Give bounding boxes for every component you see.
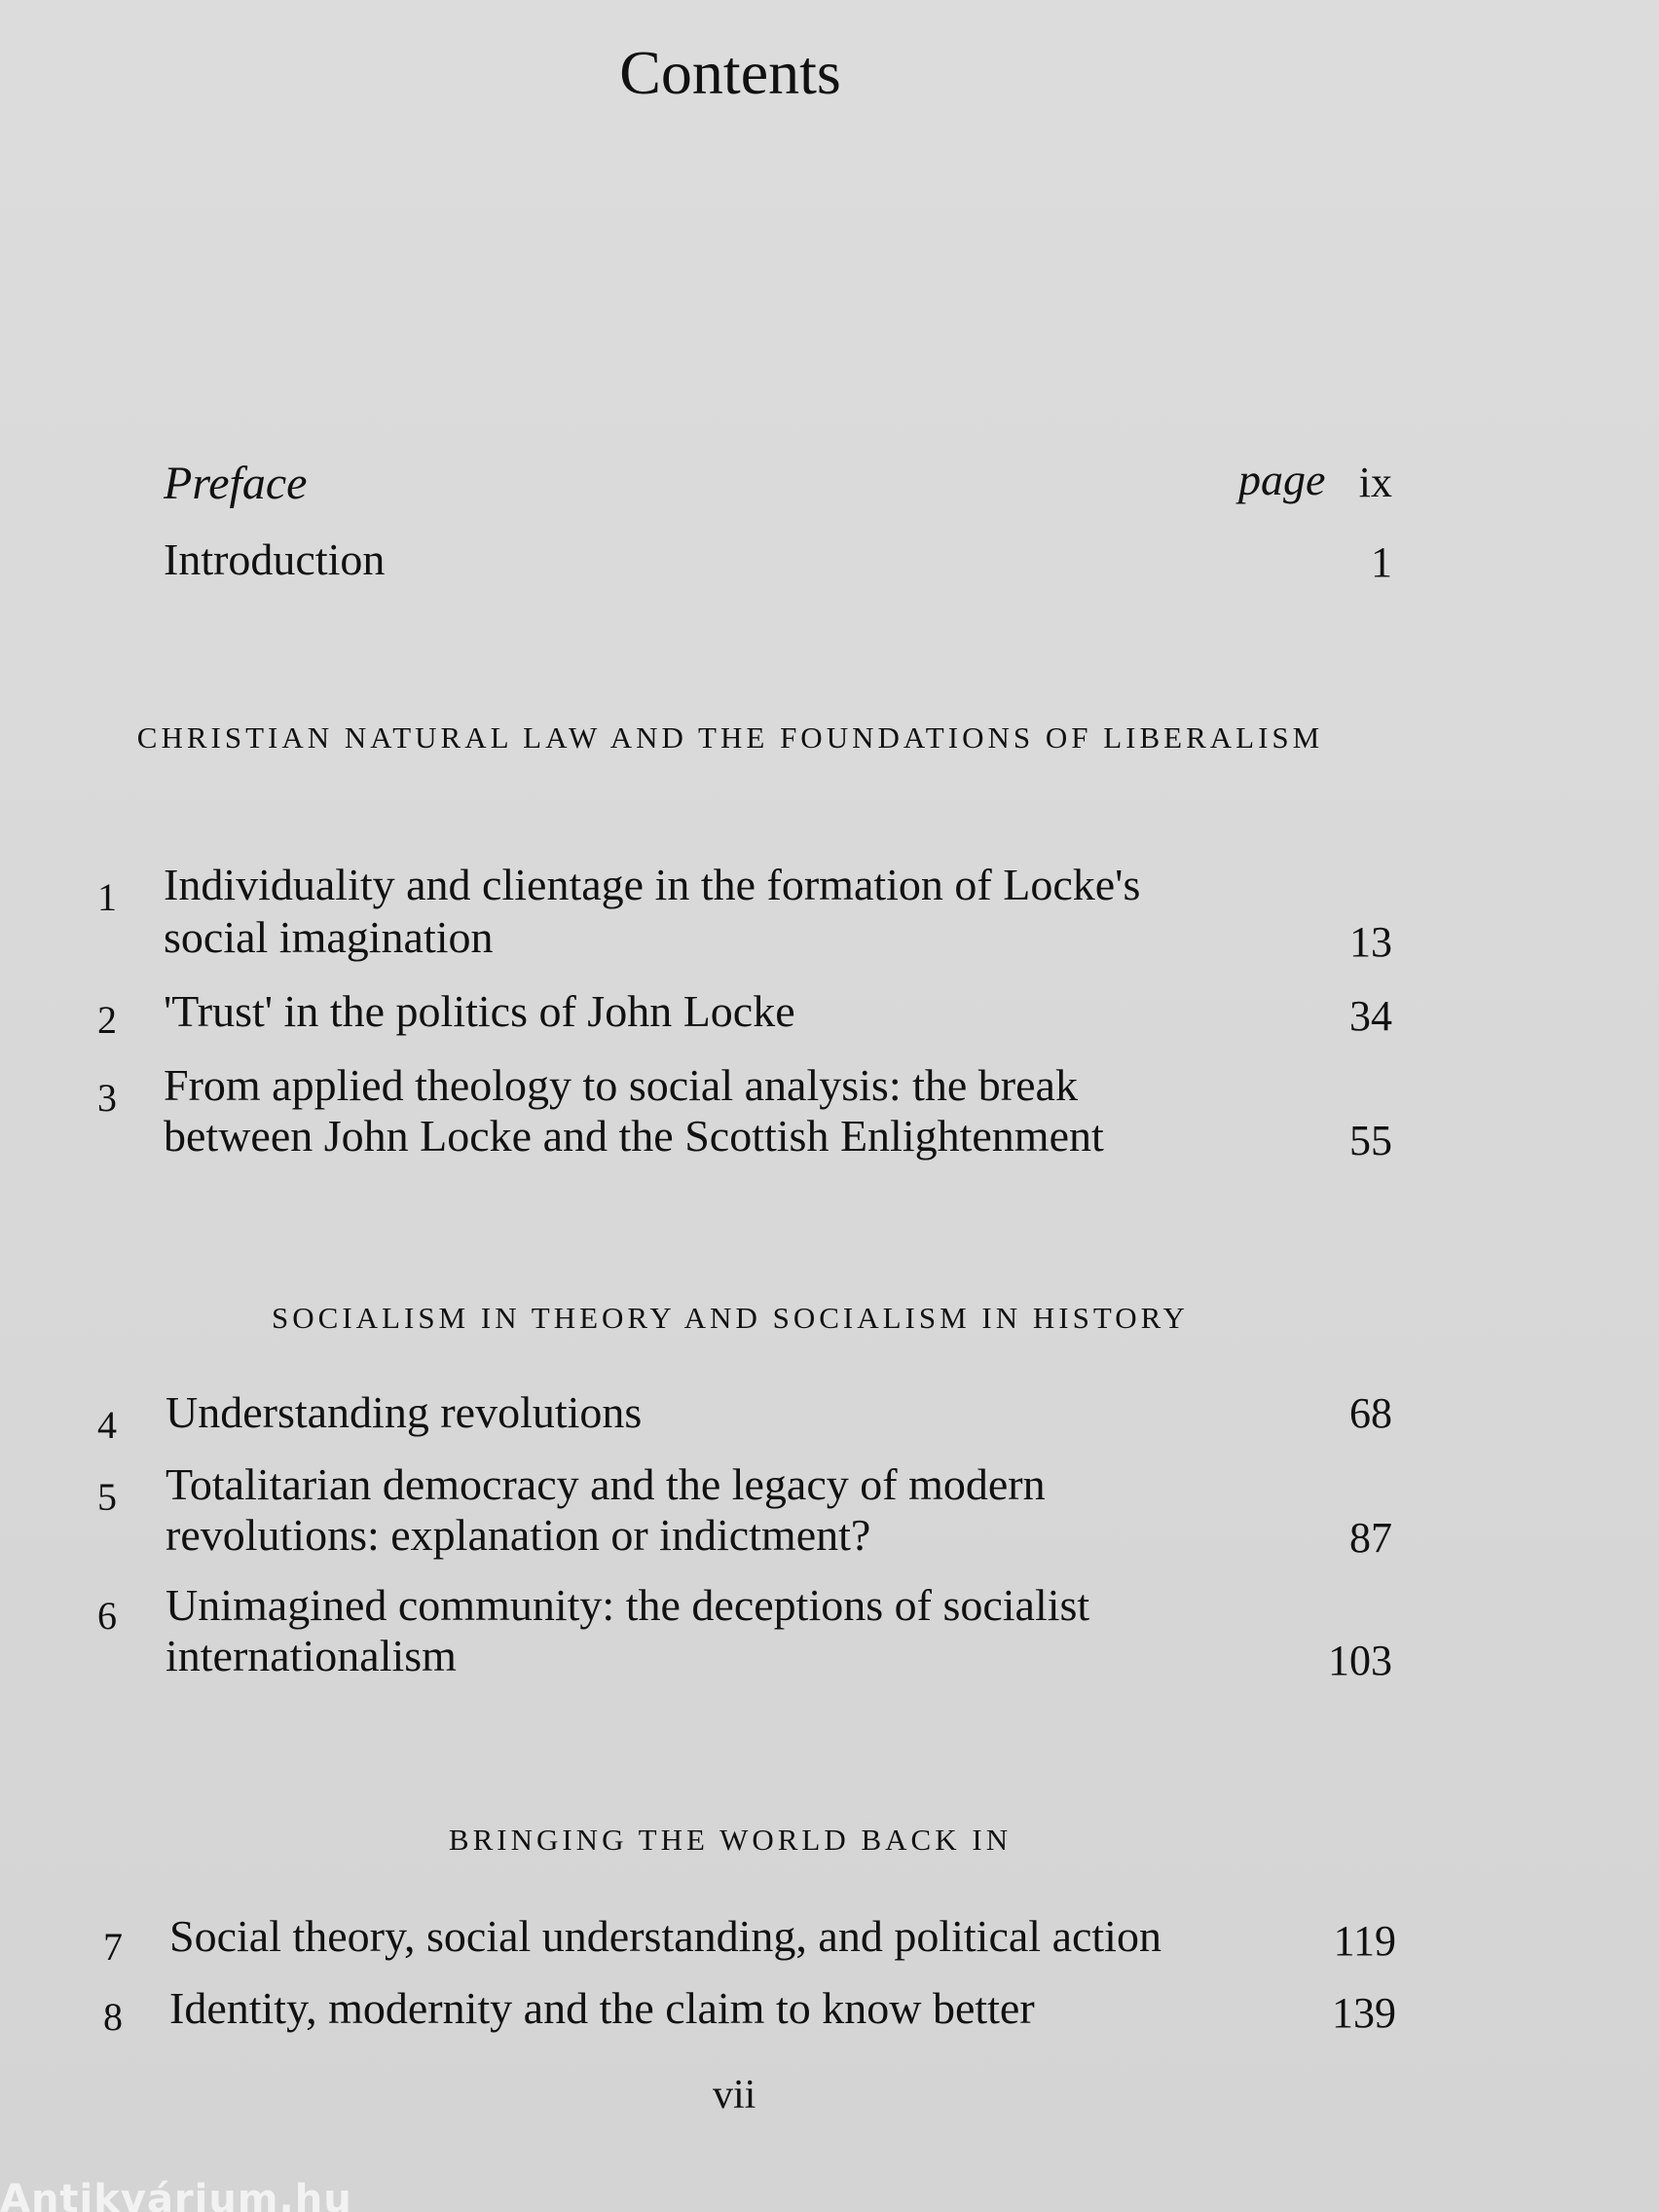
- chapter-page: 13: [1349, 918, 1392, 966]
- chapter-title-line: between John Locke and the Scottish Enlightenment: [164, 1111, 1104, 1161]
- part-heading-christian-natural-law: CHRISTIAN NATURAL LAW AND THE FOUNDATIONS OF LIBERALISM: [136, 720, 1324, 755]
- toc-introduction-page: 1: [1371, 538, 1392, 586]
- toc-introduction-label: Introduction: [164, 535, 386, 584]
- chapter-number: 7: [103, 1925, 123, 1969]
- chapter-title-line: social imagination: [164, 912, 494, 962]
- chapter-page: 68: [1349, 1389, 1392, 1437]
- chapter-number: 1: [97, 875, 117, 919]
- part-heading-bringing-world-back: BRINGING THE WORLD BACK IN: [448, 1823, 1013, 1857]
- chapter-page: 103: [1328, 1637, 1392, 1684]
- chapter-title-line: From applied theology to social analysis: the break: [164, 1060, 1078, 1110]
- part-heading-socialism: SOCIALISM IN THEORY AND SOCIALISM IN HISTORY: [272, 1301, 1189, 1335]
- chapter-title-line: Unimagined community: the deceptions of socialist: [166, 1580, 1090, 1630]
- chapter-title-line: 'Trust' in the politics of John Locke: [164, 986, 795, 1036]
- toc-preface-page-prefix: page: [1238, 455, 1326, 504]
- chapter-number: 3: [97, 1076, 117, 1120]
- toc-preface-label: Preface: [164, 458, 308, 509]
- chapter-title-line: Individuality and clientage in the formation of Locke's: [164, 860, 1141, 909]
- chapter-page: 34: [1349, 992, 1392, 1040]
- chapter-page: 119: [1333, 1917, 1396, 1965]
- chapter-title-line: revolutions: explanation or indictment?: [166, 1510, 871, 1560]
- chapter-page: 87: [1349, 1514, 1392, 1562]
- page-folio: vii: [713, 2073, 756, 2118]
- chapter-title-line: internationalism: [166, 1631, 457, 1680]
- chapter-title-line: Totalitarian democracy and the legacy of modern: [166, 1459, 1046, 1509]
- chapter-page: 139: [1332, 1989, 1396, 2037]
- chapter-title-line: Social theory, social understanding, and political action: [169, 1911, 1161, 1961]
- chapter-number: 2: [97, 998, 117, 1042]
- chapter-number: 8: [103, 1995, 123, 2039]
- chapter-number: 6: [97, 1594, 117, 1638]
- chapter-number: 4: [97, 1403, 117, 1447]
- chapter-page: 55: [1349, 1117, 1392, 1164]
- chapter-number: 5: [97, 1475, 117, 1519]
- page-title: Contents: [619, 38, 841, 107]
- toc-preface-page: ix: [1358, 459, 1392, 506]
- chapter-title-line: Identity, modernity and the claim to know better: [169, 1983, 1035, 2033]
- watermark: Antikvárium.hu: [0, 2177, 352, 2212]
- chapter-title-line: Understanding revolutions: [166, 1387, 643, 1437]
